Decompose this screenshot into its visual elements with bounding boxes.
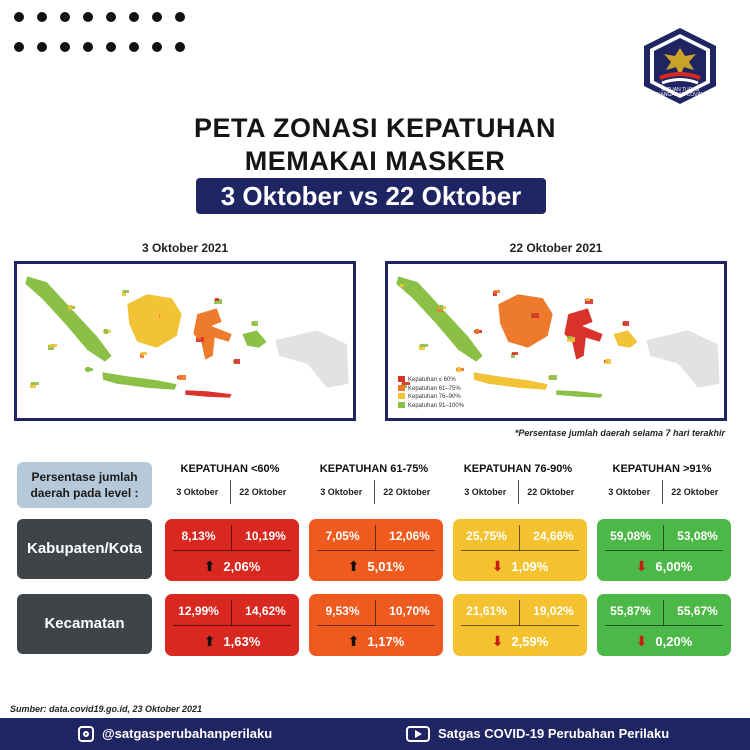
change-percent: 1,63%	[223, 634, 261, 649]
map-island	[275, 330, 349, 388]
change-percent: 0,20%	[655, 634, 693, 649]
map-region	[86, 367, 90, 372]
dot	[106, 12, 116, 22]
cell-divider	[375, 600, 376, 626]
cell-divider	[231, 525, 232, 551]
dot	[175, 12, 185, 22]
dot	[152, 42, 162, 52]
footnote: *Persentase jumlah daerah selama 7 hari terakhir	[514, 428, 725, 438]
column-title-4: KEPATUHAN >91%	[612, 463, 712, 475]
logo-caption: SATUAN TUGAS PENANGANAN COVID-19	[650, 87, 710, 98]
change-value	[165, 558, 299, 575]
column-subheader-3: 3 Oktober 22 Oktober	[453, 480, 583, 504]
map-island	[242, 330, 267, 348]
map-region	[252, 321, 258, 326]
value-3-oktober: 9,53%	[325, 604, 360, 618]
arrow-up-icon: ⬆	[347, 558, 360, 574]
change-percent: 5,01%	[367, 559, 405, 574]
column-title-3: KEPATUHAN 76-90%	[463, 463, 573, 475]
value-3-oktober: 7,05%	[325, 529, 360, 543]
date-comparison-banner: 3 Oktober vs 22 Oktober	[196, 178, 546, 214]
arrow-down-icon: ⬇	[635, 633, 648, 649]
legend-swatch	[398, 402, 405, 408]
map-region	[31, 382, 39, 385]
arrow-up-icon: ⬆	[203, 633, 216, 649]
cell-divider	[461, 550, 579, 551]
data-cell	[165, 519, 299, 581]
change-percent: 2,59%	[511, 634, 549, 649]
dot	[129, 42, 139, 52]
cell-divider	[375, 525, 376, 551]
arrow-up-icon: ⬆	[203, 558, 216, 574]
map-region	[494, 290, 500, 293]
map-region	[68, 305, 72, 310]
cell-divider	[519, 600, 520, 626]
column-subheader-1: 3 Oktober 22 Oktober	[165, 480, 295, 504]
map-island	[613, 330, 638, 348]
change-percent: 6,00%	[655, 559, 693, 574]
youtube-channel[interactable]: Satgas COVID-19 Perubahan Perilaku	[438, 726, 670, 741]
row-label-kecamatan: Kecamatan	[17, 594, 152, 654]
map-region	[420, 344, 428, 347]
map-region	[29, 284, 33, 287]
map-island	[102, 372, 177, 390]
map-island	[473, 372, 548, 390]
arrow-down-icon: ⬇	[491, 633, 504, 649]
page-title-line1: PETA ZONASI KEPATUHAN	[193, 113, 556, 143]
data-cell	[453, 519, 587, 581]
column-title-2: KEPATUHAN 61-75%	[319, 463, 429, 475]
data-cell	[597, 594, 731, 656]
value-3-oktober: 25,75%	[466, 529, 507, 543]
dot	[106, 42, 116, 52]
map-region	[457, 367, 461, 372]
map-3-oktober	[14, 261, 356, 421]
value-3-oktober: 12,99%	[178, 604, 219, 618]
value-22-oktober: 10,19%	[245, 529, 286, 543]
change-value	[453, 558, 587, 575]
value-3-oktober: 59,08%	[610, 529, 651, 543]
map-region	[586, 298, 590, 301]
map-region	[439, 305, 443, 310]
legend-swatch	[398, 393, 405, 399]
legend-item-1: Kepatuhan ≤ 60%	[398, 376, 464, 385]
value-22-oktober: 55,67%	[677, 604, 718, 618]
cell-divider	[173, 550, 291, 551]
legend-swatch	[398, 376, 405, 382]
page-title-line2: MEMAKAI MASKER	[244, 146, 506, 176]
cell-divider	[519, 525, 520, 551]
dot	[14, 12, 24, 22]
indonesia-map-3-oktober	[17, 264, 353, 418]
cell-divider	[173, 625, 291, 626]
value-22-oktober: 24,66%	[533, 529, 574, 543]
footer-bar	[0, 718, 750, 750]
data-cell	[309, 519, 443, 581]
change-percent: 1,09%	[511, 559, 549, 574]
dot	[14, 42, 24, 52]
map-island	[193, 308, 232, 360]
map-title-22-oktober: 22 Oktober 2021	[509, 241, 603, 255]
cell-divider	[317, 550, 435, 551]
map-region	[531, 313, 539, 318]
row-label-kabupaten-kota: Kabupaten/Kota	[17, 519, 152, 579]
cell-divider	[231, 600, 232, 626]
instagram-icon	[78, 726, 94, 742]
dot	[37, 12, 47, 22]
map-region	[104, 329, 108, 334]
cell-divider	[317, 625, 435, 626]
legend-item-4: Kepatuhan 91–100%	[398, 402, 464, 411]
value-22-oktober: 53,08%	[677, 529, 718, 543]
value-22-oktober: 14,62%	[245, 604, 286, 618]
map-region	[178, 375, 186, 380]
map-legend	[398, 376, 464, 410]
dot	[83, 42, 93, 52]
value-3-oktober: 55,87%	[610, 604, 651, 618]
dot	[129, 12, 139, 22]
data-cell	[165, 594, 299, 656]
column-subheader-2: 3 Oktober 22 Oktober	[309, 480, 439, 504]
map-region	[197, 336, 201, 339]
data-cell	[453, 594, 587, 656]
map-island	[25, 276, 112, 362]
cell-divider	[461, 625, 579, 626]
change-percent: 2,06%	[223, 559, 261, 574]
map-region	[623, 321, 629, 326]
value-22-oktober: 19,02%	[533, 604, 574, 618]
value-22-oktober: 10,70%	[389, 604, 430, 618]
map-island	[556, 390, 603, 398]
map-region	[49, 344, 57, 347]
map-region	[141, 352, 147, 355]
arrow-down-icon: ⬇	[635, 558, 648, 574]
value-3-oktober: 21,61%	[466, 604, 507, 618]
map-island	[646, 330, 720, 388]
change-value	[597, 558, 731, 575]
legend-item-2: Kepatuhan 61–75%	[398, 385, 464, 394]
map-region	[215, 298, 219, 301]
change-value	[165, 633, 299, 650]
value-3-oktober: 8,13%	[181, 529, 216, 543]
map-island	[127, 294, 182, 348]
map-region	[475, 329, 479, 334]
dot	[83, 12, 93, 22]
map-island	[396, 276, 483, 362]
map-island	[564, 308, 603, 360]
map-region	[512, 352, 518, 355]
change-value	[597, 633, 731, 650]
arrow-down-icon: ⬇	[491, 558, 504, 574]
dot	[175, 42, 185, 52]
map-region	[123, 290, 129, 293]
cell-divider	[663, 525, 664, 551]
change-percent: 1,17%	[367, 634, 405, 649]
cell-divider	[663, 600, 664, 626]
source-credit: Sumber: data.covid19.go.id, 23 Oktober 2021	[10, 704, 203, 714]
instagram-handle[interactable]: @satgasperubahanperilaku	[102, 726, 273, 741]
map-island	[185, 390, 232, 398]
cell-divider	[605, 550, 723, 551]
cell-divider	[605, 625, 723, 626]
change-value	[309, 633, 443, 650]
decorative-dots	[14, 4, 204, 56]
legend-swatch	[398, 385, 405, 391]
map-region	[549, 375, 557, 380]
column-title-1: KEPATUHAN <60%	[180, 463, 280, 475]
map-region	[568, 336, 572, 339]
data-cell	[309, 594, 443, 656]
map-region	[234, 359, 240, 364]
dot	[60, 12, 70, 22]
dot	[152, 12, 162, 22]
change-value	[309, 558, 443, 575]
dot	[60, 42, 70, 52]
map-region	[605, 359, 611, 364]
row-header-label: Persentase jumlah daerah pada level :	[17, 462, 152, 508]
change-value	[453, 633, 587, 650]
data-cell	[597, 519, 731, 581]
arrow-up-icon: ⬆	[347, 633, 360, 649]
map-title-3-oktober: 3 Oktober 2021	[141, 241, 229, 255]
dot	[37, 42, 47, 52]
column-subheader-4: 3 Oktober 22 Oktober	[597, 480, 727, 504]
legend-item-3: Kepatuhan 76–90%	[398, 393, 464, 402]
value-22-oktober: 12,06%	[389, 529, 430, 543]
youtube-icon	[406, 726, 430, 742]
map-region	[160, 313, 168, 318]
map-island	[498, 294, 553, 348]
map-region	[400, 284, 404, 287]
